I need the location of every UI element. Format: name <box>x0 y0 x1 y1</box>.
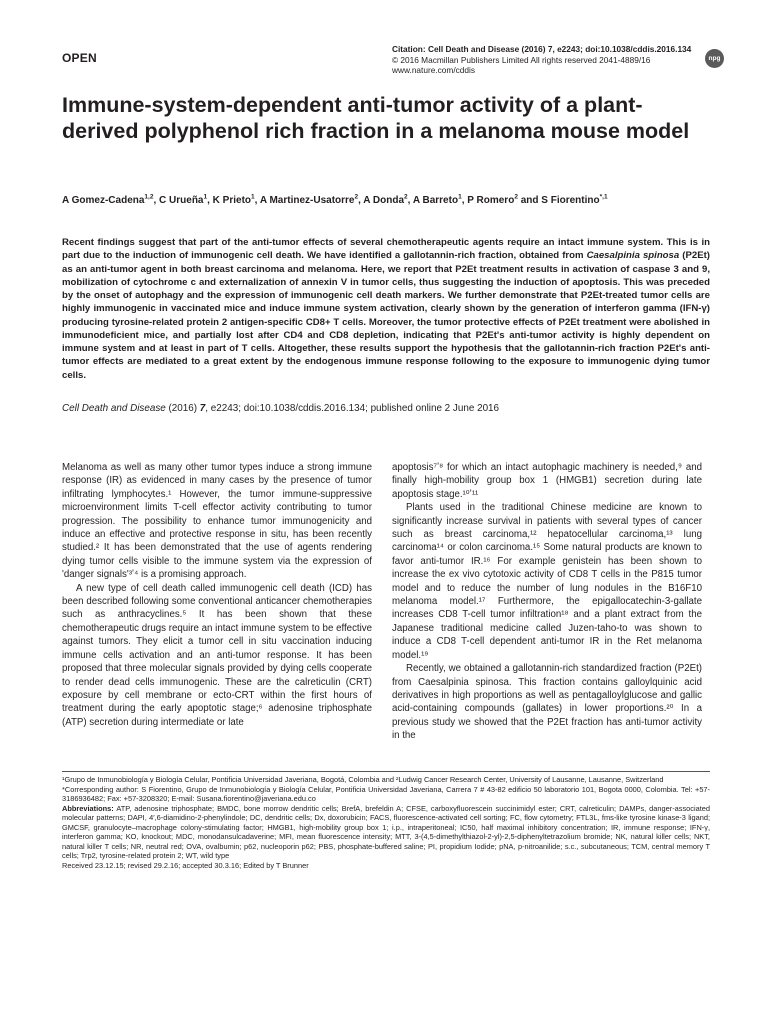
author-name: A Martinez-Usatorre <box>259 195 355 206</box>
open-access-label: OPEN <box>62 51 97 65</box>
author-name: K Prieto <box>212 195 252 206</box>
citation-block <box>392 44 691 76</box>
body-column-left <box>62 461 372 729</box>
abstract-part-2: (P2Et) as an anti-tumor agent in both breast carcinoma and melanoma. Here, we report that P2Et treatment results in activation of caspase 3 and 9, mobilization of cytochrome c and externalization of annexin V in tumor cells, thus suggesting the induction of apoptosis. This was preceded by the onset of autophagy and the expression of immunogenic cell death markers. We further demonstrate that P2Et-treated tumor cells are highly immunogenic in vaccinated mice and induce immune system activation, clearly shown by the generation of interferon gamma (IFN-γ) producing tyrosine-related protein 2 antigen-specific CD8+ T cells. Moreover, the tumor protective effects of P2Et treatment were abolished in immunodeficient mice, and partially lost after CD4 and CD8 depletion, indicating that P2Et's anti-tumor activity is highly dependent on immune system and at least in part of T cells. Altogether, these results support the hypothesis that the gallotannin-rich fraction P2Et's anti-tumor effects are mediated to a great extent by the endogenous immune response following to the exposure to immunogenic dying tumor cells. <box>62 250 710 381</box>
author-affiliation: *,1 <box>599 193 608 201</box>
affiliations: ¹Grupo de Inmunobiología y Biología Celular, Pontificia Universidad Javeriana, Bogotá, Colombia and ²Ludwig Cancer Research Center, University of Lausanne, Lausanne, Switzerland <box>62 775 664 784</box>
author-separator: , <box>407 195 413 206</box>
author-affiliation: 1 <box>203 193 208 201</box>
author-separator: , <box>358 195 364 206</box>
reference-volume: 7 <box>199 403 206 414</box>
body-column-right <box>392 461 702 743</box>
journal-name: Cell Death and Disease <box>62 403 166 414</box>
paragraph: Melanoma as well as many other tumor types induce a strong immune response (IR) as evidenced in many cases by the presence of tumor infiltrating lymphocytes.¹ However, the tumor immune-suppressive microenvironment limits T-cell effector activity contributing to tumor progression. The possibility to enhance tumor immunogenicity and induce an effective and protective response in situ, has been recently studied.² It has been demonstrated that the use of agents rendering dying tumor cells visible to the immune system via the expression of 'danger signals'³ʼ⁴ is a promising approach. <box>62 462 372 581</box>
author-name: P Romero <box>467 195 515 206</box>
footnote-divider <box>62 771 710 772</box>
npg-logo: npg <box>705 49 724 68</box>
author-name: A Barreto <box>412 195 459 206</box>
author-separator: , <box>461 195 468 206</box>
paragraph: apoptosis⁷ʼ⁸ for which an intact autophagic machinery is needed,⁹ and finally high-mobility group box 1 (HMGB1) secretion during late apoptosis stage.¹⁰ʼ¹¹ <box>392 462 702 500</box>
paragraph: Recently, we obtained a gallotannin-rich standardized fraction (P2Et) from Caesalpinia spinosa. This fraction contains galloylquinic acid derivatives in high proportions as well as pentagalloylglucose and gallic acid-containing compounds (gallates) in lower proportions.²⁰ In a previous study we showed that the P2Et fraction has anti-tumor activity in the <box>392 663 702 742</box>
author-affiliation: 2 <box>404 193 408 201</box>
author-affiliation: 2 <box>354 193 359 201</box>
abstract-species: Caesalpinia spinosa <box>586 250 680 262</box>
author-separator: and <box>517 195 542 206</box>
reference-year: (2016) <box>165 403 200 414</box>
author-affiliation: 1 <box>251 193 255 201</box>
author-separator: , <box>153 195 160 206</box>
author-name: A Donda <box>363 195 405 206</box>
article-title: Immune-system-dependent anti-tumor activity of a plant-derived polyphenol rich fraction in a melanoma mouse model <box>62 93 690 143</box>
footnotes <box>62 775 710 870</box>
received-dates: Received 23.12.15; revised 29.2.16; accepted 30.3.16; Edited by T Brunner <box>62 860 309 870</box>
abbreviations <box>62 804 710 861</box>
author-separator: , <box>207 195 213 206</box>
author-list <box>62 194 722 208</box>
reference-details: , e2243; doi:10.1038/cddis.2016.134; published online 2 June 2016 <box>205 403 500 414</box>
paragraph: Plants used in the traditional Chinese medicine are known to significantly increase survival in patients with several types of cancer such as breast carcinoma,¹² hepatocellular carcinoma,¹³ lung carcinoma¹⁴ or colon carcinoma.¹⁵ Some natural products are known to favor anti-tumor IR.¹⁶ For example genistein has been shown to increase the ex vivo cytotoxic activity of CD8 T cells in the P815 tumor model and to reduce the number of lung nodules in the B16F10 melanoma model.¹⁷ Furthermore, the epigallocatechin-3-gallate increases CD8 T-cell tumor infiltration¹⁸ and a plant extract from the Japanese traditional medicine called Juzen-taho-to was shown to induce a CD8 T-cell dependent anti-tumor IR in the Ret melanoma model.¹⁹ <box>392 502 702 661</box>
reference-line <box>62 403 499 414</box>
citation-line: Citation: Cell Death and Disease (2016) 7, e2243; doi:10.1038/cddis.2016.134 <box>392 44 692 54</box>
author-affiliation: 2 <box>514 193 518 201</box>
abstract <box>62 236 710 382</box>
author-separator: , <box>254 195 260 206</box>
abstract-part-1: Recent findings suggest that part of the anti-tumor effects of several chemotherapeutic agents require an intact immune system. This is in part due to the induction of immunogenic cell death. We have identified a gallotannin-rich fraction, obtained from <box>62 237 710 262</box>
correspondence: *Corresponding author: S Fiorentino, Grupo de Inmunobiología y Biología Celular, Pontificia Universidad Javeriana, Carrera 7 # 43-82 edificio 50 laboratorio 101, Bogota 0000, Colombia. Tel: +57-3186936482; Fax: +57-3208320; E-mail: Susana.fiorentino@javeriana.edu.co <box>62 784 710 803</box>
author-affiliation: 1 <box>458 193 462 201</box>
abbreviations-text: ATP, adenosine triphosphate; BMDC, bone morrow dendritic cells; BrefA, brefeldin A; CFSE, carboxyfluorescein succinimidyl ester; CRT, calreticulin; DAMPs, danger-associated molecular patterns; DAPI, 4′,6-diamidino-2-phenylindole; DC, dendritic cells; Dx, doxorubicin; FACS, fluorescence-activated cell sorting; FC, flow cytometry; FTL3L, fms-like tyrosine kinase-3 ligand; GMCSF, granulocyte–macrophage colony-stimulating factor; HMGB1, high-mobility group box 1; i.p., intraperitoneal; IC50, half maximal inhibitory concentration; IR, immune response; IFN-γ, interferon gamma; KO, knockout; MDC, monodansulcadaverine; MFI, mean fluorescence intensity; MTT, 3-(4,5-dimethylthiazol-2-yl)-2,5-diphenyltetrazolium bromide; NK, natural killer cells; NKT, natural killer T cells; NR, neutral red; OVA, ovalbumin; p62, nucleoporin p62; PBS, phosphate-buffered saline; PI, propidium Iodide; pNA, p-nitroanilide; s.c., subcutaneous; TCM, central memory T cells; Trp2, tyrosine-related protein 2; WT, wild type <box>62 803 710 860</box>
paragraph: A new type of cell death called immunogenic cell death (ICD) has been described following some conventional anticancer chemotherapies such as anthracyclines.⁵ It has been shown that these chemotherapeutic drugs require an intact immune system to be effective against tumors. They elicit a tumor cell in situ vaccination inducing immune cells activation and an anti-tumor response. It has been proposed that three molecular signals provided by dying cells cooperate to render dead cells immunogenic. These are the calreticulin (CRT) exposure by cell membrane or ecto-CRT within the first hours of treatment during the early apoptotic stage;⁶ adenosine triphosphate (ATP) secretion during intermediate or late <box>62 582 372 728</box>
author-name: C Urueña <box>159 195 204 206</box>
journal-url[interactable]: www.nature.com/cddis <box>392 65 476 76</box>
copyright-line: © 2016 Macmillan Publishers Limited All rights reserved 2041-4889/16 <box>392 54 651 65</box>
abbreviations-label: Abbreviations: <box>62 803 114 813</box>
author-name: A Gomez-Cadena <box>62 195 145 206</box>
author-name: S Fiorentino <box>541 195 600 206</box>
author-affiliation: 1,2 <box>144 193 154 201</box>
